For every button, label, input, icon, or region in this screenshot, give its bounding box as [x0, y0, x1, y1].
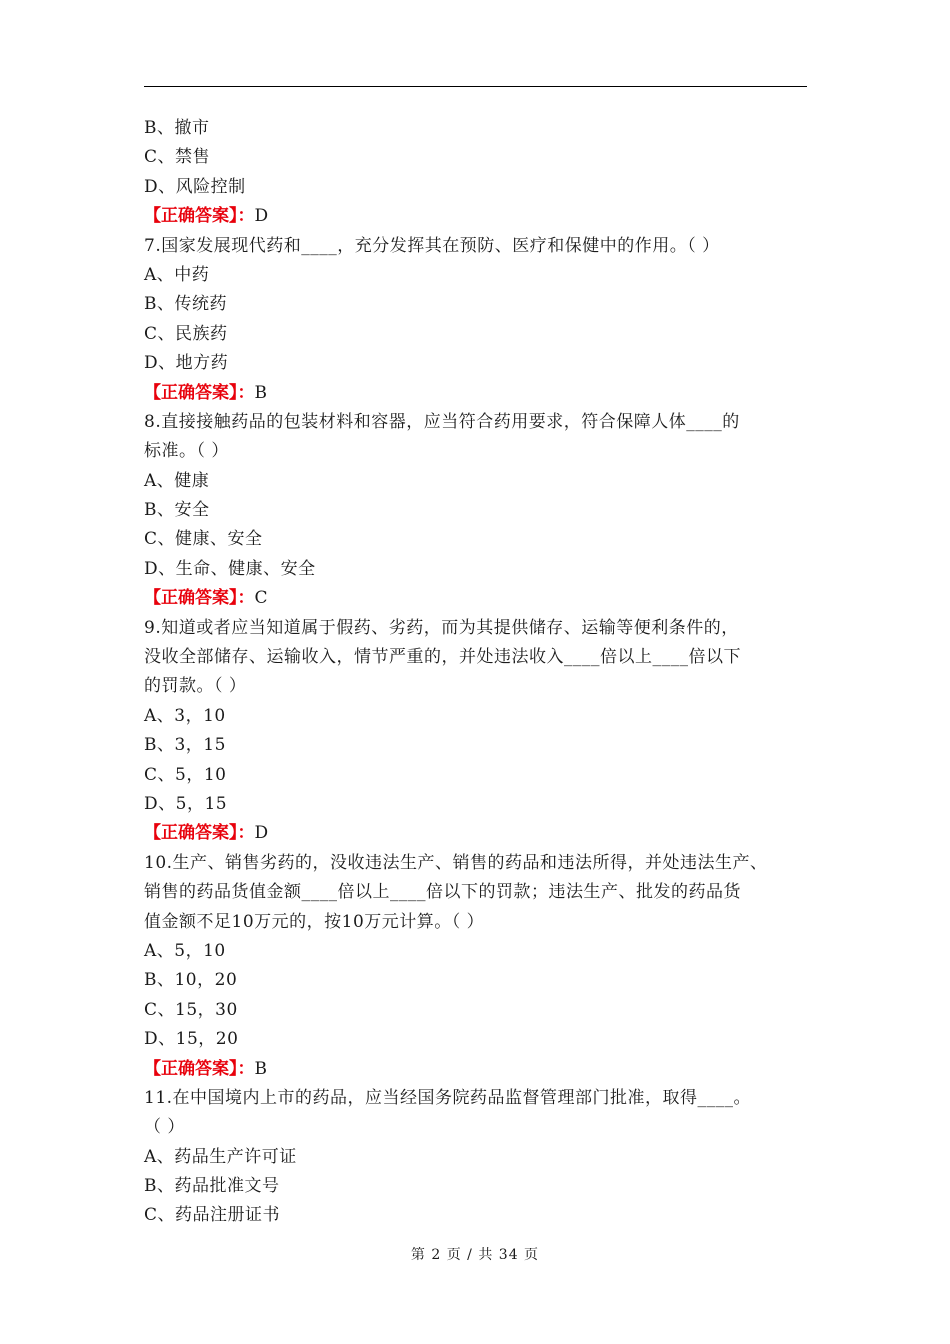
option-d: D、地方药 [144, 353, 229, 374]
question-text: 8.直接接触药品的包装材料和容器，应当符合药用要求，符合保障人体____的 [144, 411, 740, 432]
header-rule [144, 86, 807, 87]
option-b: B、3，15 [144, 735, 226, 756]
option-b: B、10，20 [144, 970, 238, 991]
option-c: C、15，30 [144, 999, 238, 1020]
option-c: C、健康、安全 [144, 529, 263, 550]
correct-answer-value: D [254, 206, 269, 227]
question-7 [144, 232, 814, 408]
correct-answer-value: B [254, 382, 268, 403]
question-text: 销售的药品货值金额____倍以上____倍以下的罚款；违法生产、批发的药品货 [144, 882, 741, 903]
question-text: （ ） [144, 1117, 185, 1138]
correct-answer [144, 819, 814, 848]
option-a: A、3，10 [144, 705, 226, 726]
correct-answer [144, 1055, 814, 1084]
question-text: 的罚款。（ ） [144, 676, 247, 697]
correct-answer-label: 【正确答案】： [144, 382, 255, 403]
question-11 [144, 1084, 814, 1231]
question-text: 10.生产、销售劣药的，没收违法生产、销售的药品和违法所得，并处违法生产、 [144, 852, 768, 873]
option-c: C、5，10 [144, 764, 227, 785]
option-c: C、药品注册证书 [144, 1205, 281, 1226]
question-text: 没收全部储存、运输收入，情节严重的，并处违法收入____倍以上____倍以下 [144, 647, 741, 668]
option-c: C、禁售 [144, 147, 211, 168]
option-d: D、风险控制 [144, 176, 246, 197]
page-footer: 第 2 页 / 共 34 页 [410, 1247, 540, 1263]
question-9 [144, 614, 814, 849]
option-d: D、生命、健康、安全 [144, 558, 316, 579]
option-a: A、健康 [144, 470, 210, 491]
question-text: 标准。（ ） [144, 441, 229, 462]
option-a: A、5，10 [144, 940, 226, 961]
question-text: 9.知道或者应当知道属于假药、劣药，而为其提供储存、运输等便利条件的， [144, 617, 739, 638]
correct-answer [144, 379, 814, 408]
correct-answer-label: 【正确答案】： [144, 1058, 255, 1079]
question-text: 值金额不足10万元的，按10万元计算。（ ） [144, 911, 485, 932]
question-10 [144, 849, 814, 1084]
option-a: A、中药 [144, 264, 210, 285]
document-body [144, 114, 814, 1231]
option-b: B、撤市 [144, 118, 210, 138]
correct-answer-label: 【正确答案】： [144, 823, 255, 844]
correct-answer-label: 【正确答案】： [144, 206, 255, 227]
correct-answer-value: C [254, 588, 269, 609]
question-6-tail [144, 114, 814, 232]
option-b: B、安全 [144, 500, 210, 521]
question-text: 11.在中国境内上市的药品，应当经国务院药品监督管理部门批准，取得____。 [144, 1087, 752, 1108]
question-8 [144, 408, 814, 614]
question-text: 7.国家发展现代药和____，充分发挥其在预防、医疗和保健中的作用。（ ） [144, 235, 720, 256]
correct-answer [144, 584, 814, 613]
option-a: A、药品生产许可证 [144, 1146, 297, 1167]
option-b: B、传统药 [144, 294, 227, 315]
correct-answer-value: B [254, 1058, 268, 1079]
option-b: B、药品批准文号 [144, 1176, 280, 1197]
option-d: D、5，15 [144, 793, 228, 814]
correct-answer [144, 202, 814, 231]
option-c: C、民族药 [144, 323, 228, 344]
option-d: D、15，20 [144, 1029, 239, 1050]
correct-answer-label: 【正确答案】： [144, 588, 255, 609]
correct-answer-value: D [254, 823, 269, 844]
